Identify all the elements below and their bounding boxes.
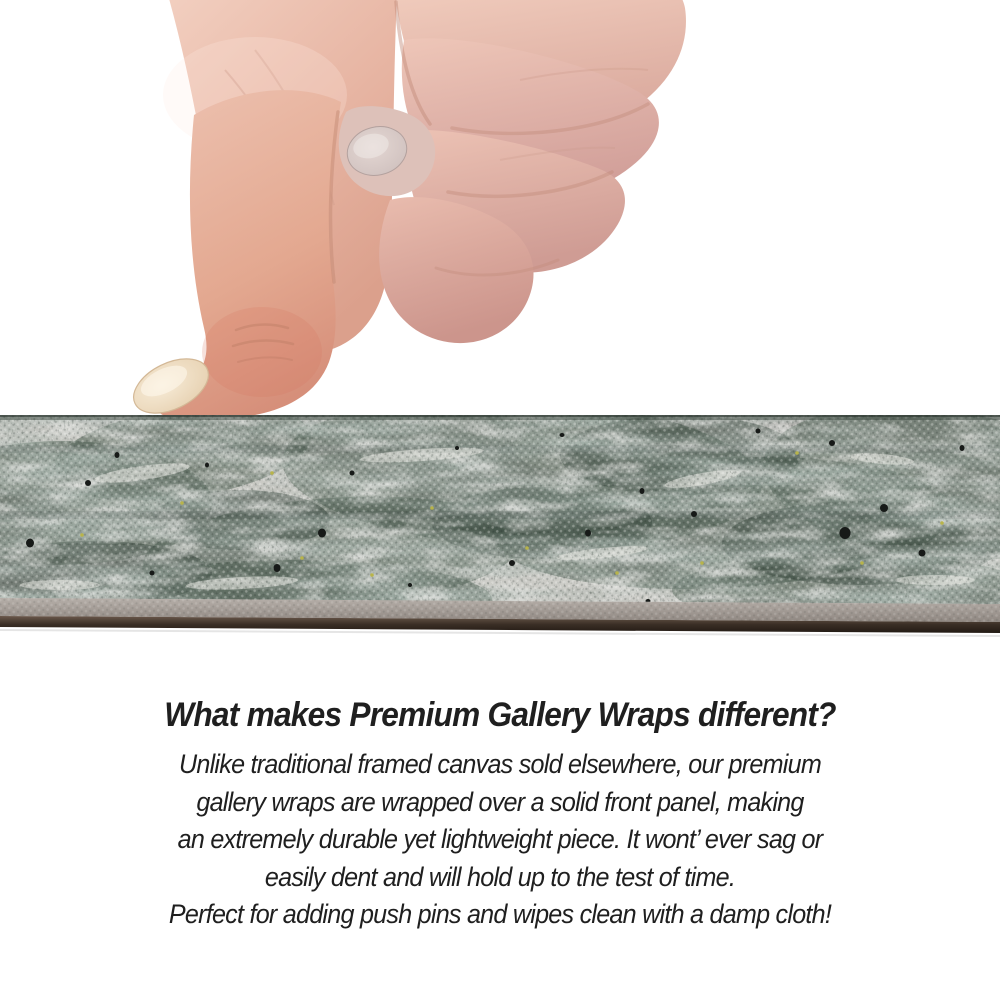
info-line-5: Perfect for adding push pins and wipes clean with a damp cloth! <box>168 899 832 929</box>
info-line-3: an extremely durable yet lightweight piece. It wont’ ever sag or <box>177 824 823 854</box>
thumb <box>125 90 341 418</box>
info-text-block <box>35 695 965 934</box>
canvas-edge-photo <box>0 415 1000 637</box>
canvas-edge <box>0 598 1000 637</box>
info-line-4: easily dent and will hold up to the test of time. <box>264 861 736 892</box>
info-heading: What makes Premium Gallery Wraps different? <box>164 696 836 734</box>
info-line-1: Unlike traditional framed canvas sold elsewhere, our premium <box>178 749 822 779</box>
hand-photo <box>0 0 1000 418</box>
info-line-2: gallery wraps are wrapped over a solid front panel, making <box>196 786 804 817</box>
